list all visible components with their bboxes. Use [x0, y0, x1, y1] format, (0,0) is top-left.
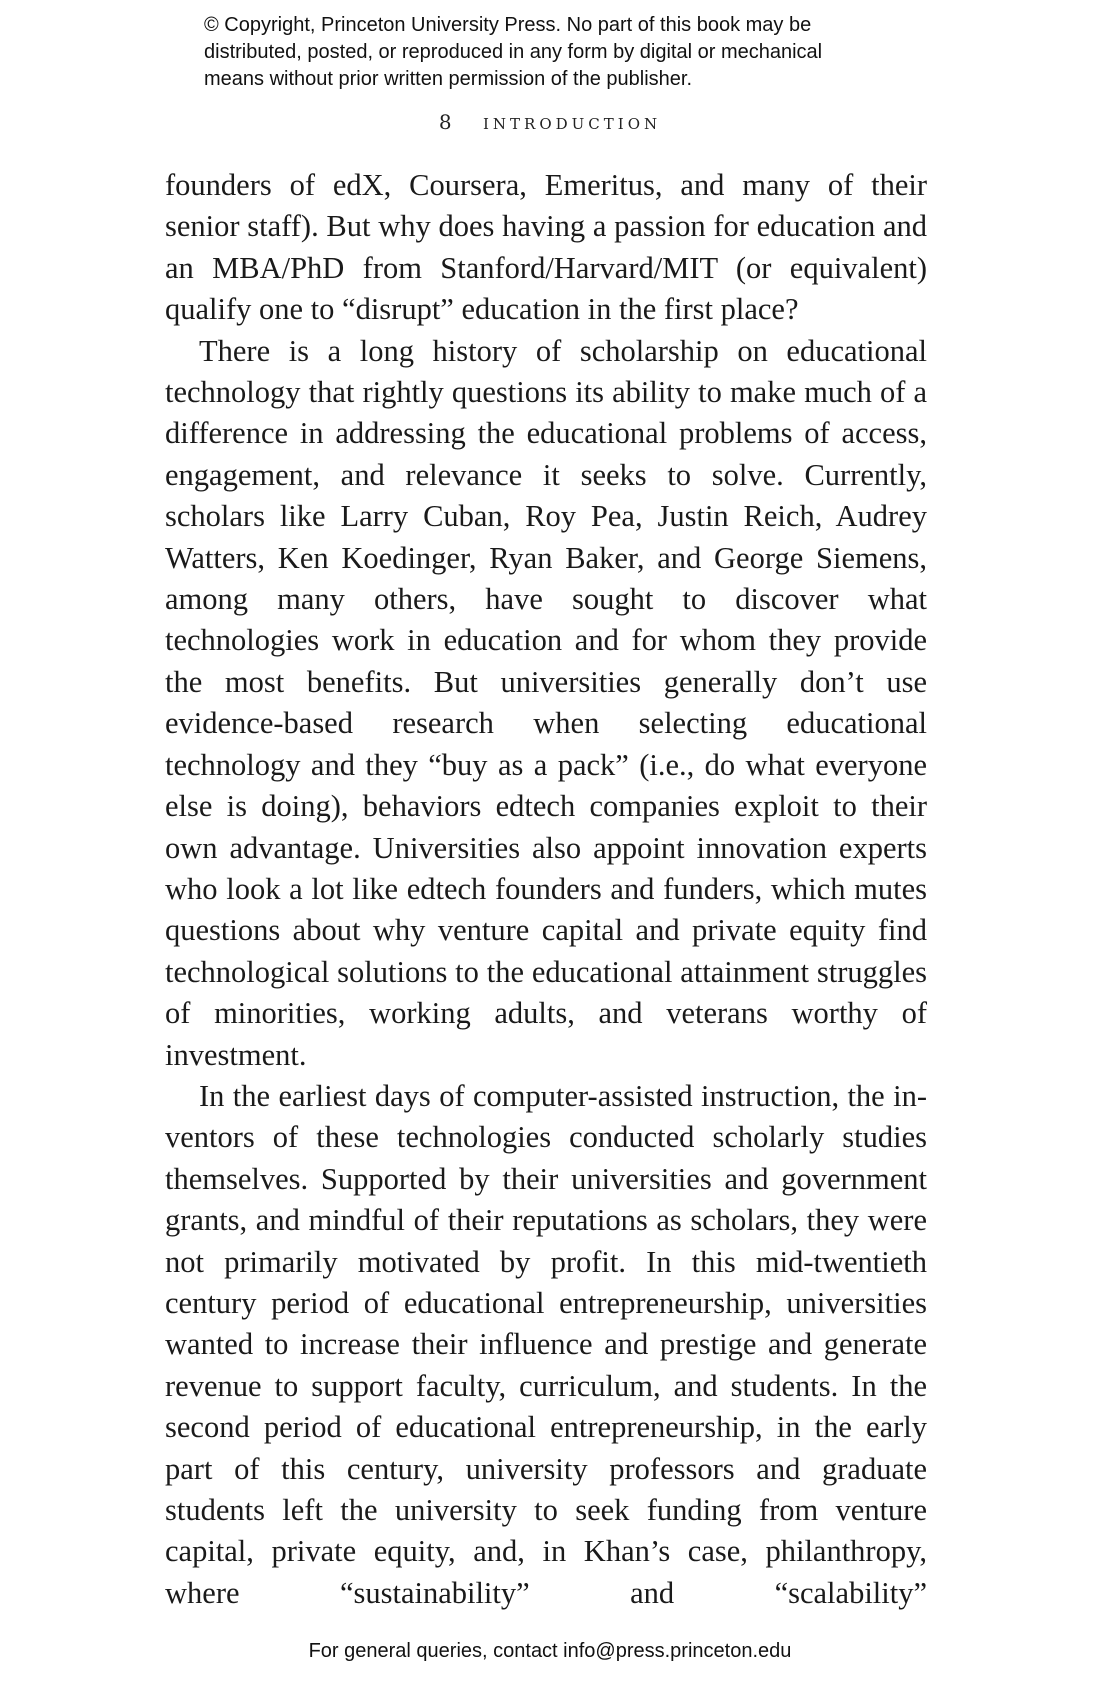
- footer-contact: For general queries, contact info@press.princeton.edu: [308, 1640, 792, 1662]
- paragraph-3: In the earliest days of computer-assisted instruction, the inventors of these technologies conducted scholarly studies themselves. Supported by their universities and government grants, and mindful of their reputations as scholars, they were not primarily motivated by profit. In this mid-twentieth century period of educational entrepreneurship, universities wanted to increase their influence and prestige and generate revenue to support faculty, curriculum, and students. In the second period of educational entrepreneurship, in the early part of this century, university professors and graduate students left the university to seek funding from venture capital, private equity, and, in Khan’s case, philanthropy, where “sustainability” and “scalability”: [165, 1078, 927, 1610]
- page-number: 8: [438, 110, 452, 134]
- running-head: [0, 110, 1100, 135]
- paragraph-2: There is a long history of scholarship on educational technology that rightly questions its ability to make much of a difference in addressing the educational problems of access, engagement, and relevance it seeks to solve. Currently, scholars like Larry Cuban, Roy Pea, Justin Reich, Audrey Watters, Ken Koedinger, Ryan Baker, and George Siemens, among many others, have sought to discover what technologies work in education and for whom they provide the most benefits. But universities generally don’t use evidence-based research when selecting educational technology and they “buy as a pack” (i.e., do what everyone else is doing), behaviors edtech companies exploit to their own advantage. Universities also appoint innovation experts who look a lot like edtech founders and funders, which mutes questions about why venture capital and private equity find technological solutions to the educational attainment struggles of minorities, working adults, and veterans worthy of investment.: [165, 333, 927, 1072]
- section-title: introduction: [482, 110, 662, 135]
- paragraph-1: founders of edX, Coursera, Emeritus, and many of their senior staff). But why does having a passion for education and an MBA/PhD from Stanford/Harvard/MIT (or equivalent) qualify one to “disrupt” education in the first place?: [165, 168, 927, 327]
- copyright-notice: © Copyright, Princeton University Press. No part of this book may be distributed, posted, or reproduced in any form by digital or mechanical means without prior written permission of the publisher.: [204, 14, 823, 90]
- body-text: [165, 165, 927, 1614]
